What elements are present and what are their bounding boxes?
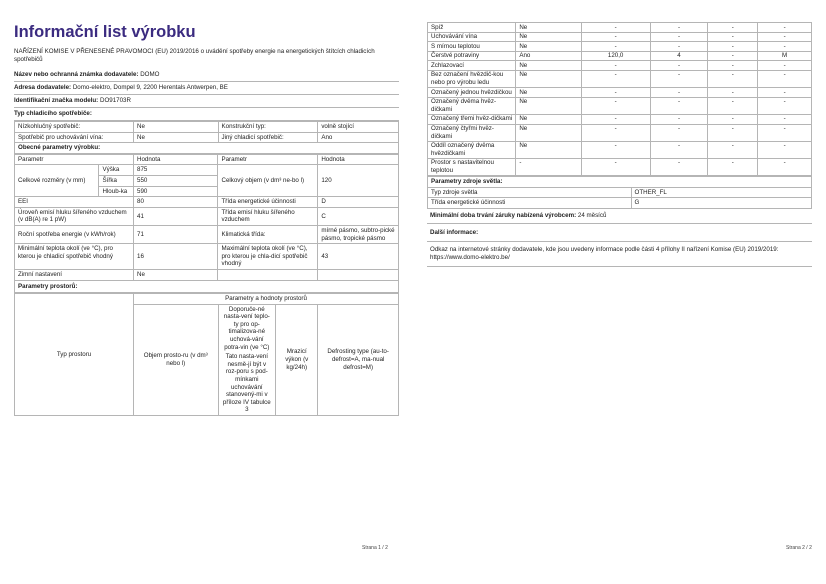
compartment-row [428, 97, 812, 114]
compartment-name: Oddíl označený dvěma hvězdičkami [428, 141, 516, 158]
dimension-name: Výška [99, 165, 134, 176]
compartment-freezing: - [708, 42, 758, 52]
compartment-volume: - [581, 32, 650, 42]
compartment-present: Ne [516, 114, 581, 124]
dimension-value: 875 [134, 165, 218, 176]
compartment-temp: - [650, 61, 708, 71]
compartment-present: Ne [516, 42, 581, 52]
compartment-present: Ne [516, 70, 581, 87]
table-row [428, 187, 812, 198]
address-line [14, 82, 399, 95]
compartment-volume: - [581, 70, 650, 87]
compartment-temp: - [650, 88, 708, 98]
compartment-freezing: - [708, 114, 758, 124]
further-text: Odkaz na internetové stránky dodavatele, kde jsou uvedeny informace podle části 4 přílohy II nařízení Komise (EU) 2019/2019: https://www.domo-elektro.be/ [427, 242, 812, 267]
param-label: Klimatická třída: [218, 225, 318, 243]
dimensions-label: Celkové rozměry (v mm) [15, 165, 99, 197]
volume-value: 120 [318, 165, 399, 197]
compartment-freezing: - [708, 141, 758, 158]
light-value: G [631, 198, 811, 209]
regulation-text: NAŘÍZENÍ KOMISE V PŘENESENÉ PRAVOMOCI (EU) 2019/2016 o uvádění spotřeby energie na energetických štítcích chladicích spotřebičů [14, 48, 375, 63]
compartment-temp: - [650, 124, 708, 141]
param-value: D [318, 197, 399, 208]
column-header: Parametr [15, 154, 134, 165]
param-value: C [318, 207, 399, 225]
compartment-row [428, 32, 812, 42]
compartment-name: Označený třemi hvěz-dičkami [428, 114, 516, 124]
compartment-defrost: - [758, 70, 812, 87]
compartment-row [428, 70, 812, 87]
page-number-two: Strana 2 / 2 [786, 545, 812, 551]
compartment-volume-header: Objem prosto-ru (v dm³ nebo l) [134, 304, 218, 415]
param-value: 43 [318, 244, 399, 270]
supplier-value: DOMO [140, 71, 160, 78]
compartment-defrost: - [758, 124, 812, 141]
light-label: Třída energetické účinnosti [428, 198, 632, 209]
param-label: Úroveň emisí hluku šířeného vzduchem (v dB(A) re 1 pW) [15, 207, 134, 225]
warranty-value: 24 měsíců [577, 211, 607, 219]
appliance-type-table [14, 121, 399, 154]
winter-label: Zimní nastavení [15, 269, 134, 280]
compartment-volume: - [581, 97, 650, 114]
compartment-volume: - [581, 124, 650, 141]
table-row [428, 198, 812, 209]
recommended-temp-header [218, 304, 276, 415]
address-value: Domo-elektro, Dompel 9, 2200 Herentals Antwerpen, BE [72, 84, 228, 91]
type-label: Jiný chladicí spotřebič: [218, 132, 318, 143]
compartment-temp: - [650, 70, 708, 87]
compartment-freezing: - [708, 158, 758, 175]
param-label: Roční spotřeba energie (v kWh/rok) [15, 225, 134, 243]
table-row [15, 132, 399, 143]
param-value: mírné pásmo, subtro-pické pásmo, tropické pásmo [318, 225, 399, 243]
compartment-defrost: M [758, 51, 812, 61]
model-value: DO91703R [99, 97, 131, 104]
table-row [15, 269, 399, 280]
column-header: Hodnota [318, 154, 399, 165]
compartment-temp: - [650, 23, 708, 33]
compartment-defrost: - [758, 42, 812, 52]
supplier-line [14, 69, 399, 82]
defrost-type-header: Defrosting type (au-to-defrost=A, ma-nual defrost=M) [318, 304, 399, 415]
compartment-volume: 120,0 [581, 51, 650, 61]
warranty-label: Minimální doba trvání záruky nabízená výrobcem: [430, 211, 577, 219]
compartment-present: Ne [516, 61, 581, 71]
compartment-freezing: - [708, 97, 758, 114]
compartment-row [428, 51, 812, 61]
empty-cell [318, 269, 399, 280]
param-value: 16 [134, 244, 218, 270]
compartment-present: Ne [516, 97, 581, 114]
freezing-capacity-header: Mrazicí výkon (v kg/24h) [276, 304, 318, 415]
compartment-name: Uchovávání vína [428, 32, 516, 42]
compartment-name: Zchlazovací [428, 61, 516, 71]
compartment-row [428, 88, 812, 98]
dimension-name: Hloub-ka [99, 186, 134, 197]
compartment-name: Čerstvé potraviny [428, 51, 516, 61]
compartment-name: Spíž [428, 23, 516, 33]
type-heading: Typ chladicího spotřebiče: [14, 108, 399, 121]
type-value: volně stojící [318, 122, 399, 133]
compartment-volume: - [581, 42, 650, 52]
model-line [14, 95, 399, 108]
compartment-defrost: - [758, 158, 812, 175]
light-label: Typ zdroje světla [428, 187, 632, 198]
compartment-present: - [516, 158, 581, 175]
supplier-label: Název nebo ochranná známka dodavatele: [14, 71, 139, 78]
compartment-header-table [14, 293, 399, 416]
compartment-present: Ne [516, 141, 581, 158]
compartment-freezing: - [708, 23, 758, 33]
compartment-name: Prostor s nastavitelnou teplotou [428, 158, 516, 175]
compartment-freezing: - [708, 61, 758, 71]
compartment-defrost: - [758, 141, 812, 158]
param-label: Maximální teplota okolí (ve °C), pro kterou je chla-dicí spotřebič vhodný [218, 244, 318, 270]
compartment-row [428, 23, 812, 33]
compartment-present: Ne [516, 124, 581, 141]
compartment-temp: - [650, 42, 708, 52]
light-heading-row [428, 177, 812, 188]
compartment-row [428, 42, 812, 52]
compartment-defrost: - [758, 23, 812, 33]
compartment-row [428, 114, 812, 124]
param-label: Třída energetické účinnosti [218, 197, 318, 208]
document-title: Informační list výrobku [14, 23, 196, 41]
compartment-name: Označený dvěma hvěz-dičkami [428, 97, 516, 114]
recommended-temp-note: Tato nasta-vení nesmě-jí být v roz-poru s pod-mínkami uchovávání stanovený-mi v příloze IV tabulce 3 [222, 353, 271, 414]
compartment-defrost: - [758, 32, 812, 42]
light-source-table [427, 176, 812, 209]
page-number-one: Strana 1 / 2 [362, 545, 388, 551]
type-label: Spotřebič pro uchovávání vína: [15, 132, 134, 143]
table-row [15, 207, 399, 225]
param-value: 41 [134, 207, 218, 225]
table-header-row [15, 294, 399, 305]
table-header-row [15, 154, 399, 165]
compartment-temp: - [650, 97, 708, 114]
compartment-table [427, 22, 812, 176]
dimension-value: 590 [134, 186, 218, 197]
table-row [15, 122, 399, 133]
compartment-defrost: - [758, 88, 812, 98]
table-row [15, 225, 399, 243]
compartment-temp: 4 [650, 51, 708, 61]
recommended-temp-text: Doporuče-né nasta-vení teplo-ty pro op-timalizova-né uchová-vání potra-vin (ve °C) [223, 305, 270, 351]
compartment-defrost: - [758, 97, 812, 114]
light-value: OTHER_FL [631, 187, 811, 198]
page-one [14, 22, 399, 416]
param-value: 80 [134, 197, 218, 208]
compartment-volume: - [581, 114, 650, 124]
general-heading: Obecné parametry výrobku: [15, 143, 399, 154]
compartment-heading: Parametry prostorů: [15, 280, 399, 293]
light-heading: Parametry zdroje světla: [428, 177, 812, 188]
compartment-freezing: - [708, 51, 758, 61]
compartment-volume: - [581, 88, 650, 98]
compartment-temp: - [650, 32, 708, 42]
general-heading-row [15, 143, 399, 154]
table-row [15, 244, 399, 270]
type-label: Nízkohlučný spotřebič: [15, 122, 134, 133]
compartment-group-header: Parametry a hodnoty prostorů [134, 294, 399, 305]
compartment-name: Označený jednou hvězdičkou [428, 88, 516, 98]
compartment-row [428, 158, 812, 175]
column-header: Hodnota [134, 154, 218, 165]
compartment-row [428, 141, 812, 158]
param-label: Minimální teplota okolí (ve °C), pro kterou je chladicí spotřebič vhodný [15, 244, 134, 270]
compartment-present: Ano [516, 51, 581, 61]
type-value: Ne [134, 122, 218, 133]
compartment-volume: - [581, 23, 650, 33]
compartment-present: Ne [516, 88, 581, 98]
compartment-defrost: - [758, 114, 812, 124]
volume-label: Celkový objem (v dm³ ne-bo l) [218, 165, 318, 197]
compartment-freezing: - [708, 70, 758, 87]
compartment-name: Bez označení hvězdič-kou nebo pro výrobu ledu [428, 70, 516, 87]
compartment-name: S mírnou teplotou [428, 42, 516, 52]
compartment-row [428, 124, 812, 141]
compartment-freezing: - [708, 32, 758, 42]
compartment-volume: - [581, 158, 650, 175]
type-value: Ano [318, 132, 399, 143]
compartment-present: Ne [516, 32, 581, 42]
compartment-row [428, 61, 812, 71]
param-label: EEI [15, 197, 134, 208]
compartment-volume: - [581, 141, 650, 158]
compartment-type-header: Typ prostoru [15, 294, 134, 416]
model-label: Identifikační značka modelu: [14, 97, 99, 104]
compartment-temp: - [650, 141, 708, 158]
compartment-freezing: - [708, 88, 758, 98]
param-value: 71 [134, 225, 218, 243]
compartment-defrost: - [758, 61, 812, 71]
general-parameters-table [14, 154, 399, 293]
winter-value: Ne [134, 269, 218, 280]
compartment-freezing: - [708, 124, 758, 141]
further-heading: Další informace: [427, 224, 812, 242]
compartment-name: Označený čtyřmi hvěz-dičkami [428, 124, 516, 141]
warranty-line [427, 209, 812, 224]
dimension-name: Šířka [99, 175, 134, 186]
table-row [15, 165, 399, 176]
column-header: Parametr [218, 154, 318, 165]
type-value: Ne [134, 132, 218, 143]
compartment-temp: - [650, 158, 708, 175]
type-label: Konstrukční typ: [218, 122, 318, 133]
dimension-value: 550 [134, 175, 218, 186]
compartment-heading-row [15, 280, 399, 293]
page-two [427, 22, 812, 267]
table-row [15, 197, 399, 208]
compartment-temp: - [650, 114, 708, 124]
address-label: Adresa dodavatele: [14, 84, 72, 91]
param-label: Třída emisí hluku šířeného vzduchem [218, 207, 318, 225]
empty-cell [218, 269, 318, 280]
compartment-present: Ne [516, 23, 581, 33]
compartment-volume: - [581, 61, 650, 71]
